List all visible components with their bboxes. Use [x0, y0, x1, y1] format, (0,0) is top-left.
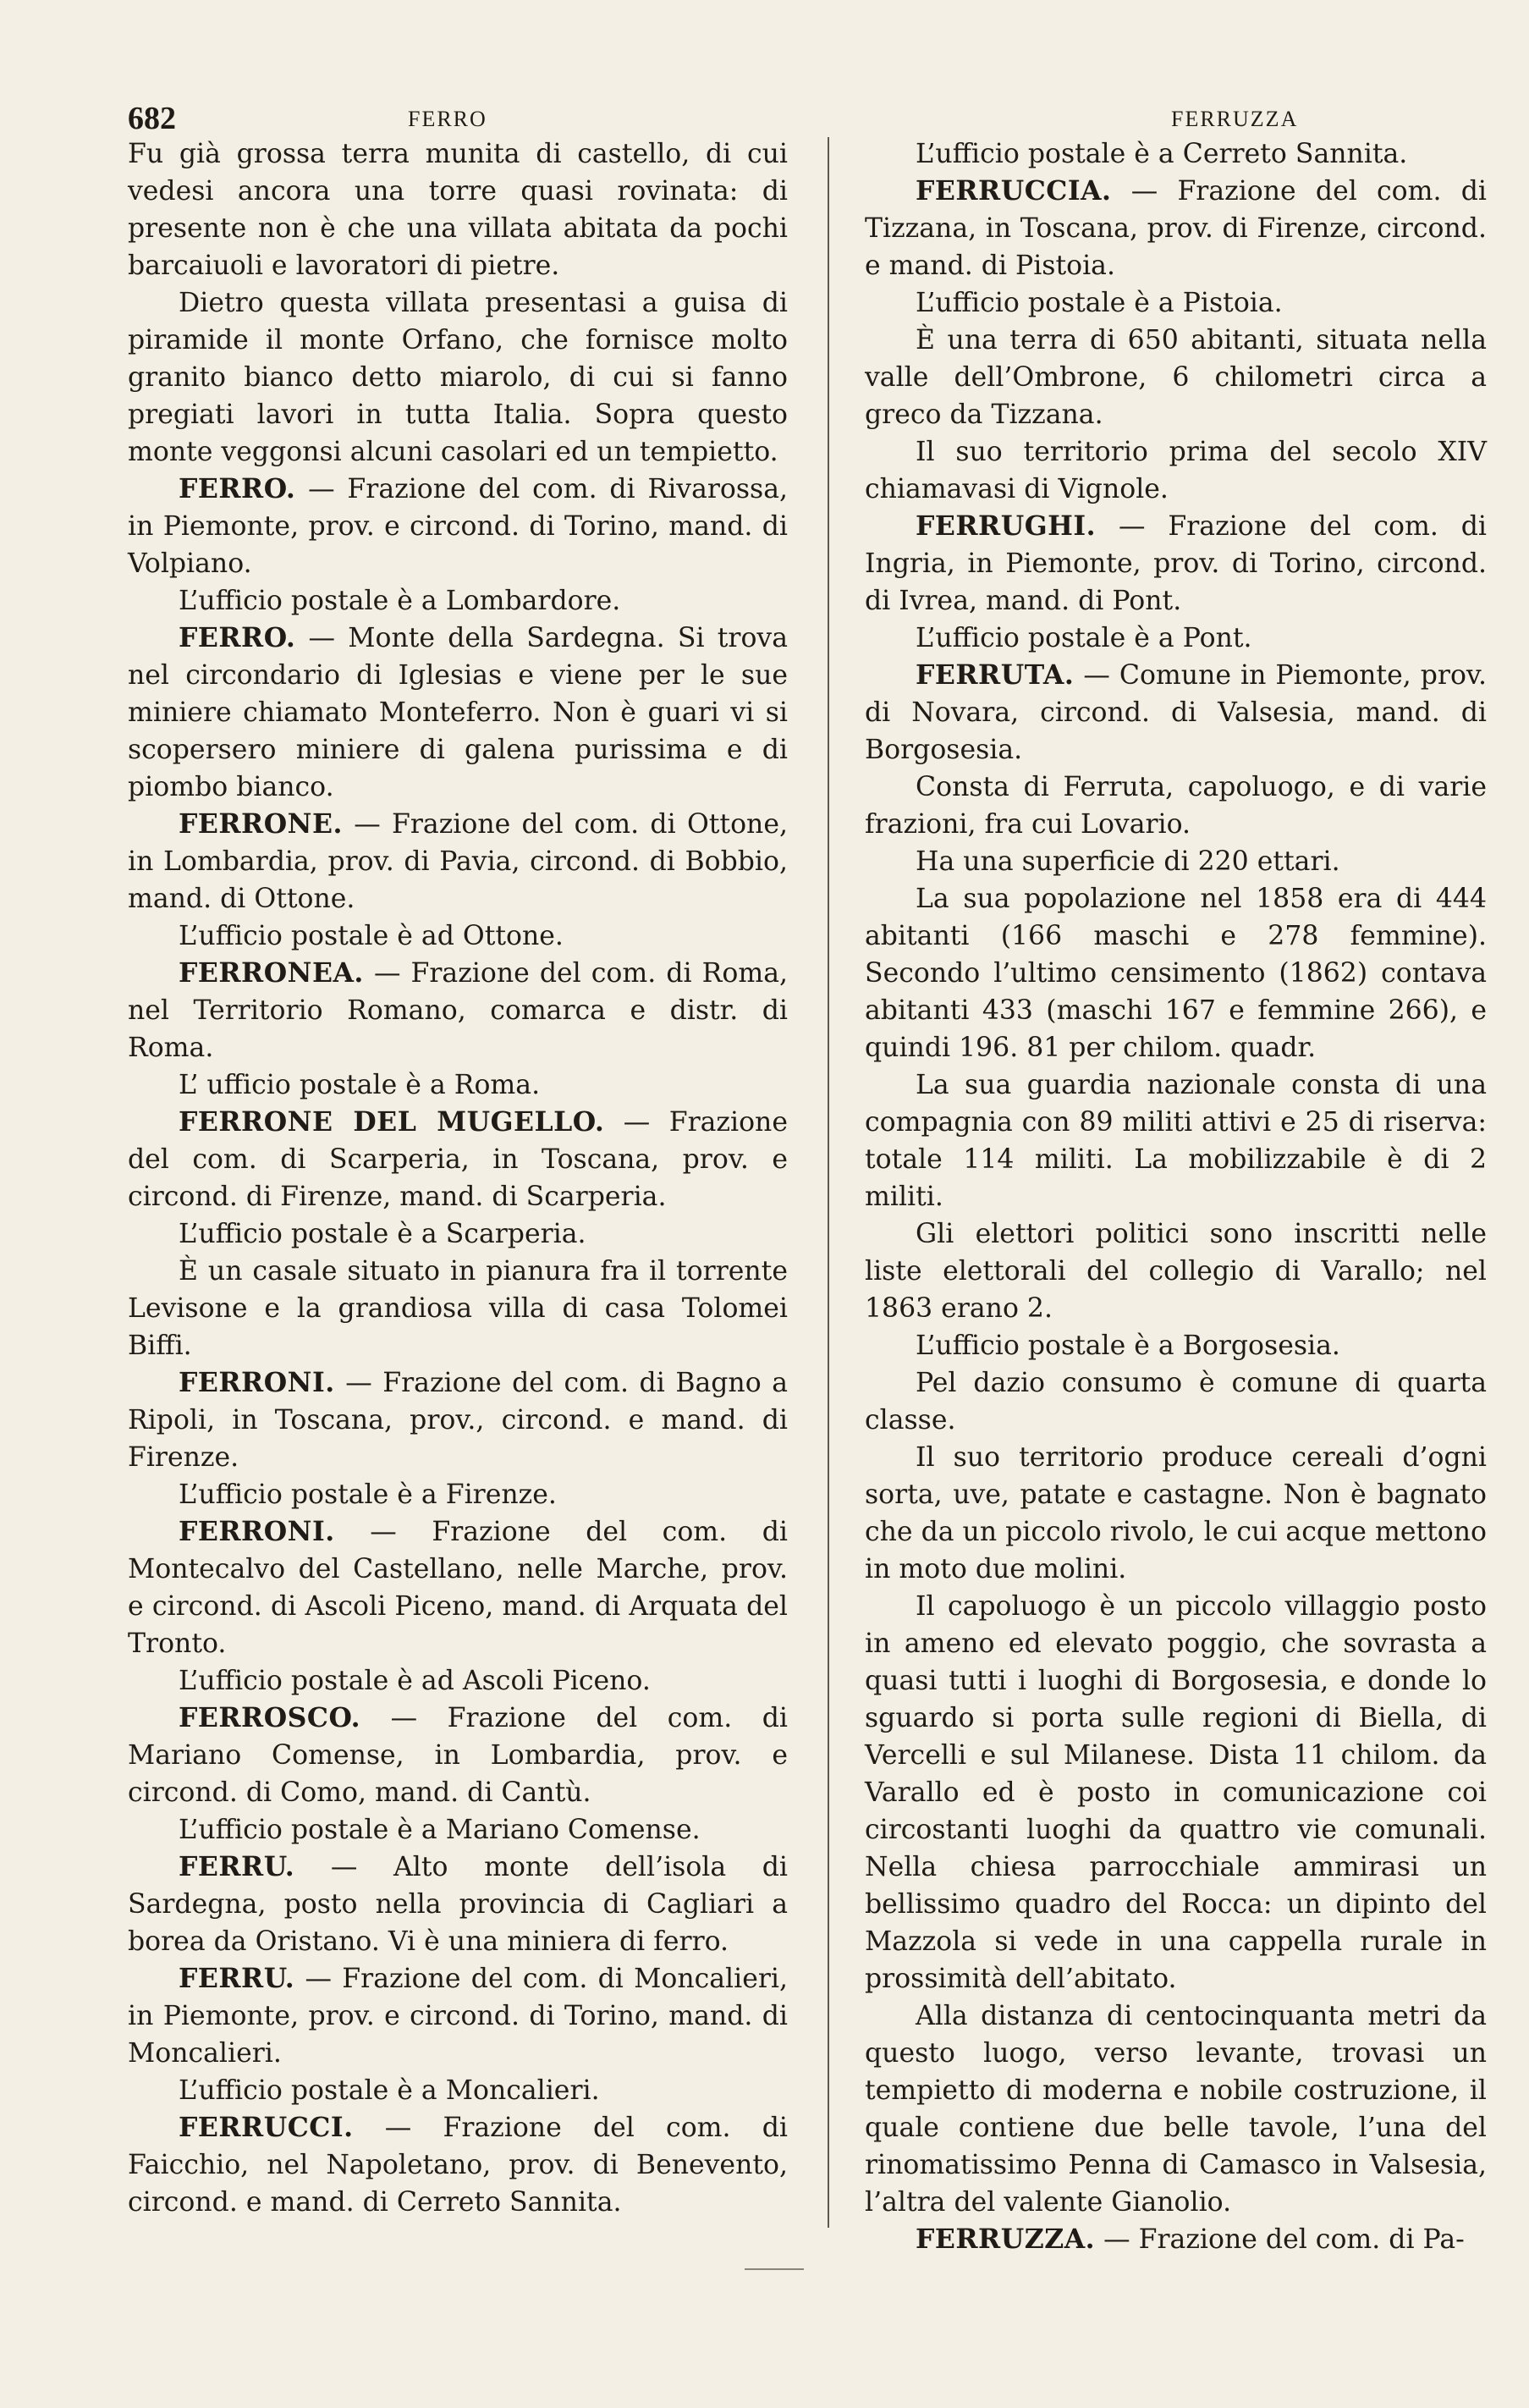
dictionary-entry: [128, 955, 788, 1066]
entry-headword: FERRONEA.: [179, 957, 364, 989]
entry-text: — Frazione del com. di Ottone, in Lombardia, prov. di Pavia, circond. di Bobbio, mand. di Ottone.: [128, 809, 788, 914]
entry-headword: FERRONI.: [179, 1367, 335, 1398]
entry-paragraph: [128, 284, 788, 471]
entry-headword: FERRU.: [179, 1851, 295, 1882]
entry-text: — Frazione del com. di Pa-: [1095, 2224, 1465, 2255]
entry-text: Il suo territorio produce cereali d’ogni sorta, uve, patate e castagne. Non è bagnato che da un piccolo rivolo, le cui acque mettono in moto due molini.: [865, 1442, 1487, 1584]
entry-text: È una terra di 650 abitanti, situata nella valle dell’Ombrone, 6 chilometri circa a greco da Tizzana.: [865, 325, 1487, 430]
entry-text: L’ufficio postale è ad Ottone.: [179, 921, 564, 951]
entry-paragraph: [128, 2072, 788, 2109]
entry-paragraph: [865, 1364, 1487, 1439]
dictionary-entry: [128, 1364, 788, 1476]
entry-text: L’ufficio postale è a Pistoia.: [916, 288, 1283, 318]
entry-paragraph: [865, 769, 1487, 843]
entry-text: — Frazione del com. di Ingria, in Piemonte, prov. di Torino, circond. di Ivrea, mand. di Pont.: [865, 511, 1487, 616]
entry-text: La sua guardia nazionale consta di una compagnia con 89 militi attivi e 25 di riserva: totale 114 militi. La mobilizzabile è di 2 militi.: [865, 1070, 1487, 1212]
entry-headword: FERRO.: [179, 622, 296, 653]
entry-text: — Frazione del com. di Montecalvo del Castellano, nelle Marche, prov. e circond. di Ascoli Piceno, mand. di Arquata del Tronto.: [128, 1517, 788, 1659]
entry-paragraph: [865, 322, 1487, 433]
entry-headword: FERRUZZA.: [916, 2223, 1096, 2255]
entry-text: L’ufficio postale è a Mariano Comense.: [179, 1815, 701, 1845]
entry-text: L’ufficio postale è a Pont.: [916, 623, 1252, 653]
entry-text: — Frazione del com. di Mariano Comense, in Lombardia, prov. e circond. di Como, mand. di Cantù.: [128, 1703, 788, 1808]
entry-text: Dietro questa villata presentasi a guisa di piramide il monte Orfano, che fornisce molto granito bianco detto miarolo, di cui si fanno pregiati lavori in tutta Italia. Sopra questo monte veggonsi alcuni casolari ed un tempietto.: [128, 288, 788, 467]
entry-text: — Frazione del com. di Scarperia, in Toscana, prov. e circond. di Firenze, mand. di Scarperia.: [128, 1107, 788, 1212]
entry-text: Fu già grossa terra munita di castello, di cui vedesi ancora una torre quasi rovinata: di presente non è che una villata abitata da pochi barcaiuoli e lavoratori di pietre.: [128, 139, 788, 281]
entry-text: Il suo territorio prima del secolo XIV chiamavasi di Vignole.: [865, 437, 1487, 504]
entry-text: L’ufficio postale è a Lombardore.: [179, 586, 621, 616]
entry-paragraph: [128, 582, 788, 620]
entry-headword: FERROSCO.: [179, 1702, 361, 1733]
dictionary-entry: [865, 657, 1487, 769]
entry-text: — Frazione del com. di Tizzana, in Toscana, prov. di Firenze, circond. e mand. di Pistoia.: [865, 176, 1487, 281]
dictionary-entry: [128, 2109, 788, 2221]
entry-text: Alla distanza di centocinquanta metri da questo luogo, verso levante, trovasi un tempietto di moderna e nobile costruzione, il quale contiene due belle tavole, l’una del rinomatissimo Penna di Camasco in Valsesia, l’altra del valente Gianolio.: [865, 2001, 1487, 2218]
entry-paragraph: [865, 1327, 1487, 1364]
entry-text: L’ufficio postale è a Borgosesia.: [916, 1331, 1340, 1361]
entry-text: — Frazione del com. di Moncalieri, in Piemonte, prov. e circond. di Torino, mand. di Moncalieri.: [128, 1964, 788, 2069]
dictionary-entry: [865, 173, 1487, 284]
entry-text: L’ufficio postale è a Firenze.: [179, 1480, 557, 1510]
left-column: [128, 135, 788, 2221]
dictionary-entry: [128, 1700, 788, 1811]
entry-headword: FERRUTA.: [916, 659, 1075, 691]
entry-text: L’ ufficio postale è a Roma.: [179, 1070, 541, 1100]
dictionary-entry: [865, 508, 1487, 620]
entry-headword: FERRUCCIA.: [916, 175, 1112, 207]
entry-headword: FERRUCCI.: [179, 2112, 354, 2143]
entry-paragraph: [865, 433, 1487, 508]
right-column: [865, 135, 1487, 2258]
dictionary-entry: [128, 1513, 788, 1662]
entry-headword: FERRONI.: [179, 1516, 335, 1547]
entry-text: — Comune in Piemonte, prov. di Novara, circond. di Valsesia, mand. di Borgosesia.: [865, 660, 1487, 765]
entry-paragraph: [865, 843, 1487, 880]
entry-paragraph: [128, 1253, 788, 1364]
entry-text: Gli elettori politici sono inscritti nelle liste elettorali del collegio di Varallo; nel 1863 erano 2.: [865, 1219, 1487, 1324]
dictionary-entry: [128, 806, 788, 917]
entry-paragraph: [865, 880, 1487, 1066]
entry-headword: FERRONE.: [179, 808, 343, 840]
entry-text: L’ufficio postale è a Scarperia.: [179, 1219, 586, 1249]
dictionary-entry: [128, 1104, 788, 1215]
entry-paragraph: [865, 1215, 1487, 1327]
entry-text: La sua popolazione nel 1858 era di 444 abitanti (166 maschi e 278 femmine). Secondo l’ultimo censimento (1862) contava abitanti 433 (maschi 167 e femmine 266), e quindi 196. 81 per chilom. quadr.: [865, 884, 1487, 1063]
dictionary-entry: [128, 1849, 788, 1960]
entry-paragraph: [128, 1215, 788, 1253]
entry-paragraph: [865, 1066, 1487, 1215]
entry-paragraph: [128, 1066, 788, 1104]
entry-text: — Alto monte dell’isola di Sardegna, posto nella provincia di Cagliari a borea da Oristano. Vi è una miniera di ferro.: [128, 1852, 788, 1957]
entry-paragraph: [128, 917, 788, 955]
dictionary-entry: [865, 2221, 1487, 2258]
entry-text: L’ufficio postale è ad Ascoli Piceno.: [179, 1666, 651, 1696]
entry-paragraph: [865, 1588, 1487, 1997]
entry-text: — Frazione del com. di Roma, nel Territorio Romano, comarca e distr. di Roma.: [128, 958, 788, 1063]
page-number: 682: [128, 101, 176, 136]
bottom-mark: [745, 2268, 804, 2270]
dictionary-entry: [128, 471, 788, 582]
entry-text: Ha una superficie di 220 ettari.: [916, 846, 1340, 877]
entry-text: Pel dazio consumo è comune di quarta classe.: [865, 1368, 1487, 1435]
entry-text: — Monte della Sardegna. Si trova nel circondario di Iglesias e viene per le sue miniere chiamato Monteferro. Non è guari vi si scopersero miniere di galena purissima e di piombo bianco.: [128, 623, 788, 802]
entry-paragraph: [128, 1662, 788, 1700]
entry-headword: FERRONE DEL MUGELLO.: [179, 1106, 605, 1138]
entry-text: L’ufficio postale è a Moncalieri.: [179, 2075, 600, 2106]
entry-paragraph: [865, 620, 1487, 657]
right-running-head: FERRUZZA: [1171, 107, 1299, 131]
dictionary-entry: [128, 1960, 788, 2072]
entry-text: Il capoluogo è un piccolo villaggio posto in ameno ed elevato poggio, che sovrasta a quasi tutti i luoghi di Borgosesia, e donde lo sguardo si porta sulle regioni di Biella, di Vercelli e sul Milanese. Dista 11 chilom. da Varallo ed è posto in comunicazione coi circostanti luoghi da quattro vie comunali. Nella chiesa parrocchiale ammirasi un bellissimo quadro del Rocca: un dipinto del Mazzola si vede in una cappella rurale in prossimità dell’abitato.: [865, 1591, 1487, 1994]
entry-headword: FERRU.: [179, 1963, 295, 1994]
entry-text: — Frazione del com. di Faicchio, nel Napoletano, prov. di Benevento, circond. e mand. di Cerreto Sannita.: [128, 2113, 788, 2218]
entry-paragraph: [865, 135, 1487, 173]
entry-paragraph: [128, 1811, 788, 1849]
entry-headword: FERRO.: [179, 473, 296, 504]
column-divider: [828, 137, 829, 2228]
entry-text: — Frazione del com. di Rivarossa, in Piemonte, prov. e circond. di Torino, mand. di Volpiano.: [128, 474, 788, 579]
entry-text: L’ufficio postale è a Cerreto Sannita.: [916, 139, 1408, 169]
entry-paragraph: [128, 135, 788, 284]
entry-paragraph: [865, 1997, 1487, 2221]
entry-text: È un casale situato in pianura fra il torrente Levisone e la grandiosa villa di casa Tolomei Biffi.: [128, 1256, 788, 1361]
entry-text: Consta di Ferruta, capoluogo, e di varie frazioni, fra cui Lovario.: [865, 772, 1487, 840]
entry-text: — Frazione del com. di Bagno a Ripoli, in Toscana, prov., circond. e mand. di Firenze.: [128, 1368, 788, 1473]
entry-paragraph: [128, 1476, 788, 1513]
entry-paragraph: [865, 1439, 1487, 1588]
left-running-head: FERRO: [408, 107, 487, 131]
entry-paragraph: [865, 284, 1487, 322]
dictionary-entry: [128, 620, 788, 806]
entry-headword: FERRUGHI.: [916, 510, 1097, 542]
